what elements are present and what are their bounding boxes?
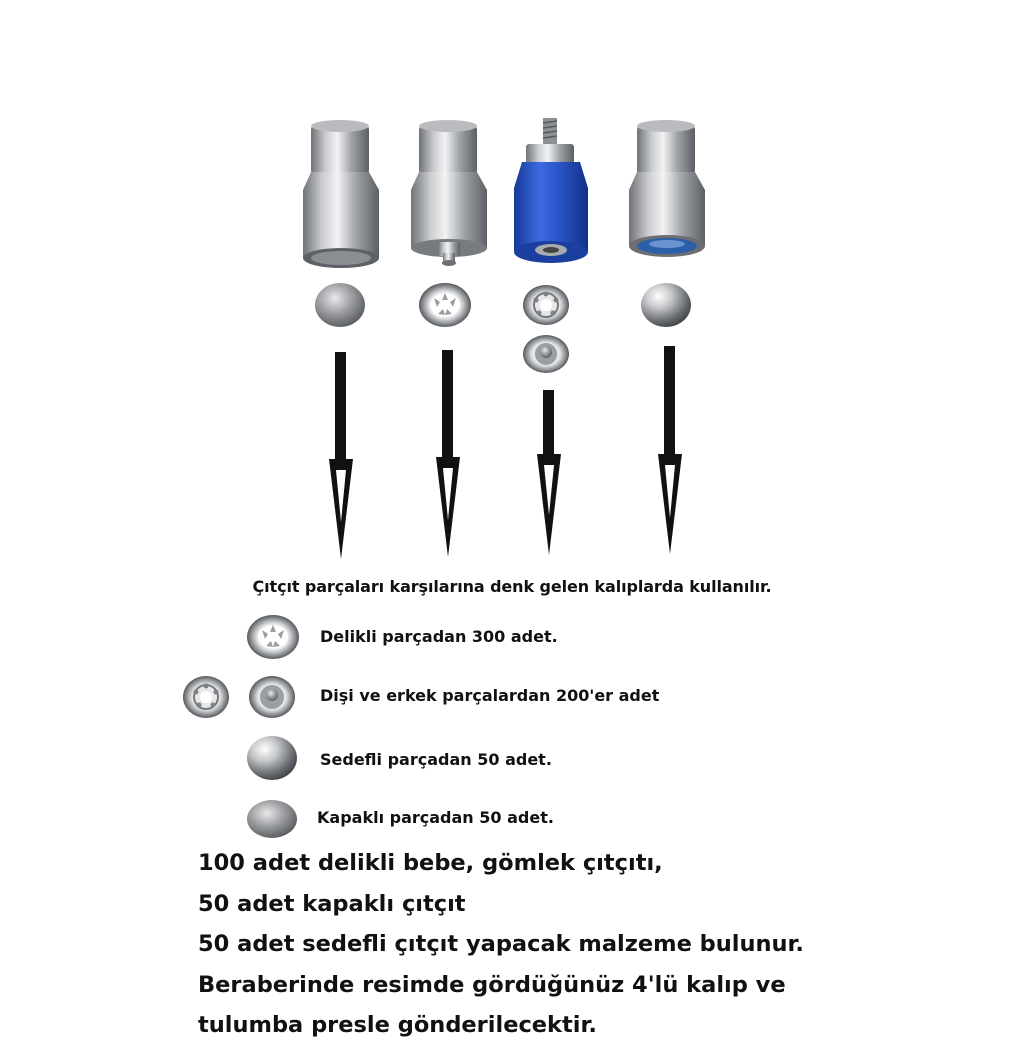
- open-prong-ring-icon: [246, 614, 300, 660]
- female-snap-icon: [522, 284, 570, 326]
- flat-cap-icon: [246, 799, 298, 839]
- pearl-cap-icon: [246, 735, 298, 781]
- summary-line-3: 50 adet sedefli çıtçıt yapacak malzeme bulunur.: [198, 931, 804, 957]
- open-prong-ring-icon: [418, 282, 472, 328]
- arrow-down-2: [433, 350, 463, 560]
- summary-line-2: 50 adet kapaklı çıtçıt: [198, 890, 466, 917]
- pearl-cap-icon: [640, 282, 692, 328]
- prong-die-icon: [408, 120, 490, 270]
- summary-text: [198, 843, 998, 1046]
- male-snap-icon: [522, 333, 570, 375]
- legend-item-4: Kapaklı parçadan 50 adet.: [317, 808, 554, 827]
- summary-line-1: 100 adet delikli bebe, gömlek çıtçıtı,: [198, 850, 663, 876]
- caption-text: Çıtçıt parçaları karşılarına denk gelen kalıplarda kullanılır.: [252, 577, 772, 596]
- arrow-down-3: [534, 390, 564, 560]
- legend-item-3: Sedefli parçadan 50 adet.: [320, 750, 552, 769]
- male-snap-icon: [248, 675, 296, 719]
- flat-cap-icon: [314, 282, 366, 328]
- female-snap-icon: [182, 675, 230, 719]
- arrow-down-4: [655, 346, 685, 558]
- legend-item-2: Dişi ve erkek parçalardan 200'er adet: [320, 686, 660, 705]
- legend-item-1: Delikli parçadan 300 adet.: [320, 627, 558, 646]
- blue-socket-die-icon: [510, 118, 592, 270]
- cup-die-icon: [626, 120, 708, 270]
- arrow-down-1: [326, 352, 356, 562]
- flat-die-icon: [300, 120, 382, 270]
- summary-line-5: tulumba presle gönderilecektir.: [198, 1012, 597, 1038]
- summary-line-4: Beraberinde resimde gördüğünüz 4'lü kalıp ve: [198, 971, 786, 998]
